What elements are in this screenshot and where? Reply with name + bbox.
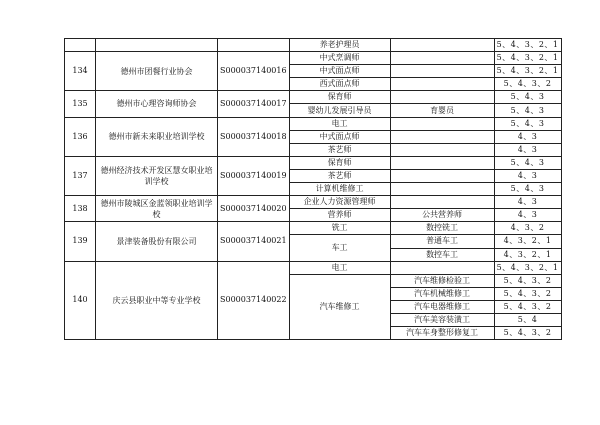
work-type-name (390, 39, 494, 52)
table-row (65, 39, 562, 52)
organization-name: 德州市新未来职业培训学校 (96, 117, 218, 156)
work-type-name (390, 65, 494, 78)
organization-code (218, 39, 290, 52)
row-number: 136 (65, 117, 96, 156)
organization-code: S000037140019 (218, 156, 290, 195)
occupation-name: 企业人力资源管理师 (289, 196, 390, 209)
organization-name: 景津装备股份有限公司 (96, 222, 218, 261)
table-row (65, 52, 562, 65)
skill-levels: 5、4 (494, 313, 561, 326)
work-type-name (390, 117, 494, 130)
table-row (65, 261, 562, 274)
organization-name: 德州市心理咨询师协会 (96, 91, 218, 117)
skill-levels: 4、3 (494, 169, 561, 182)
skill-levels: 4、3 (494, 196, 561, 209)
occupation-name: 养老护理员 (289, 39, 390, 52)
work-type-name: 汽车电器维修工 (390, 300, 494, 313)
row-number: 138 (65, 196, 96, 222)
work-type-name: 汽车机械维修工 (390, 287, 494, 300)
row-number: 139 (65, 222, 96, 261)
table-row (65, 196, 562, 209)
skill-levels: 5、4、3、2 (494, 327, 561, 340)
occupation-name: 婴幼儿发展引导员 (289, 104, 390, 117)
occupation-name: 车工 (289, 235, 390, 261)
organization-code: S000037140020 (218, 196, 290, 222)
skill-levels: 5、4、3 (494, 91, 561, 104)
work-type-name (390, 169, 494, 182)
work-type-name: 普通车工 (390, 235, 494, 248)
occupation-name: 电工 (289, 117, 390, 130)
occupation-name: 营养师 (289, 209, 390, 222)
skill-levels: 5、4、3 (494, 104, 561, 117)
occupation-name: 铣工 (289, 222, 390, 235)
work-type-name (390, 156, 494, 169)
organization-name (96, 39, 218, 52)
organization-code: S000037140021 (218, 222, 290, 261)
organization-code: S000037140018 (218, 117, 290, 156)
skill-levels: 5、4、3 (494, 156, 561, 169)
skill-levels: 5、4、3、2 (494, 300, 561, 313)
work-type-name: 数控车工 (390, 248, 494, 261)
skill-levels: 5、4、3、2、1 (494, 52, 561, 65)
work-type-name (390, 143, 494, 156)
skill-levels: 5、4、3、2 (494, 274, 561, 287)
work-type-name: 公共营养师 (390, 209, 494, 222)
row-number: 135 (65, 91, 96, 117)
occupation-name: 计算机维修工 (289, 183, 390, 196)
occupation-name: 中式面点师 (289, 130, 390, 143)
table-body (65, 39, 562, 340)
table-row (65, 156, 562, 169)
row-number: 137 (65, 156, 96, 195)
row-number: 140 (65, 261, 96, 340)
skill-levels: 5、4、3 (494, 117, 561, 130)
table-row (65, 222, 562, 235)
row-number (65, 39, 96, 52)
skill-levels: 5、4、3、2 (494, 287, 561, 300)
organization-code: S000037140017 (218, 91, 290, 117)
organization-name: 德州市团餐行业协会 (96, 52, 218, 91)
row-number: 134 (65, 52, 96, 91)
organization-name: 庆云县职业中等专业学校 (96, 261, 218, 340)
skill-levels: 4、3、2、1 (494, 235, 561, 248)
work-type-name (390, 183, 494, 196)
skill-levels: 5、4、3、2、1 (494, 65, 561, 78)
occupation-name: 汽车维修工 (289, 274, 390, 339)
skill-levels: 4、3、2、1 (494, 248, 561, 261)
table-row (65, 117, 562, 130)
work-type-name: 汽车车身整形修复工 (390, 327, 494, 340)
occupation-name: 茶艺师 (289, 143, 390, 156)
work-type-name (390, 261, 494, 274)
occupation-name: 保育师 (289, 91, 390, 104)
certification-table (64, 38, 562, 340)
organization-name: 德州市陵城区金蓝领职业培训学校 (96, 196, 218, 222)
work-type-name (390, 52, 494, 65)
organization-name: 德州经济技术开发区慧女职业培训学校 (96, 156, 218, 195)
skill-levels: 4、3 (494, 130, 561, 143)
work-type-name (390, 130, 494, 143)
occupation-name: 茶艺师 (289, 169, 390, 182)
skill-levels: 5、4、3 (494, 183, 561, 196)
work-type-name (390, 78, 494, 91)
skill-levels: 5、4、3、2 (494, 78, 561, 91)
skill-levels: 5、4、3、2、1 (494, 39, 561, 52)
skill-levels: 4、3 (494, 143, 561, 156)
skill-levels: 4、3 (494, 209, 561, 222)
organization-code: S000037140022 (218, 261, 290, 340)
work-type-name: 数控铣工 (390, 222, 494, 235)
work-type-name (390, 196, 494, 209)
occupation-name: 中式烹调师 (289, 52, 390, 65)
occupation-name: 电工 (289, 261, 390, 274)
work-type-name (390, 91, 494, 104)
organization-code: S000037140016 (218, 52, 290, 91)
occupation-name: 中式面点师 (289, 65, 390, 78)
occupation-name: 西式面点师 (289, 78, 390, 91)
work-type-name: 汽车维修检验工 (390, 274, 494, 287)
skill-levels: 4、3、2 (494, 222, 561, 235)
work-type-name: 汽车美容装潢工 (390, 313, 494, 326)
work-type-name: 育婴员 (390, 104, 494, 117)
occupation-name: 保育师 (289, 156, 390, 169)
table-row (65, 91, 562, 104)
skill-levels: 5、4、3、2、1 (494, 261, 561, 274)
